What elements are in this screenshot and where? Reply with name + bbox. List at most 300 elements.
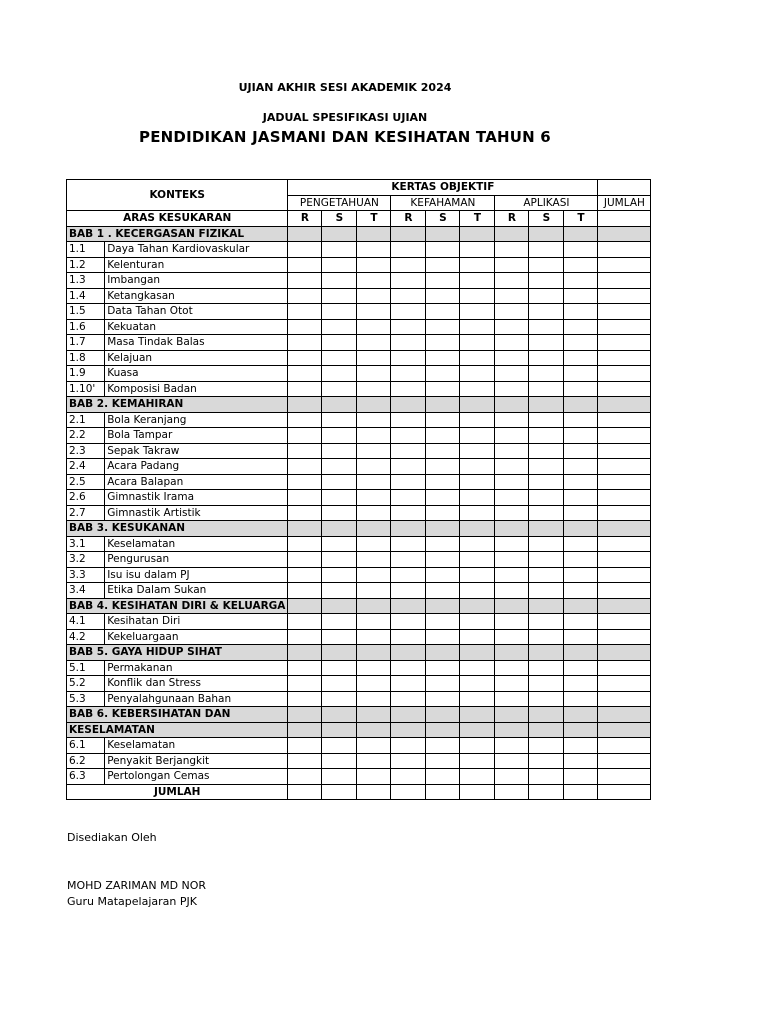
item-number: 1.7: [67, 335, 105, 351]
score-cell: [460, 567, 495, 583]
item-number: 5.3: [67, 691, 105, 707]
score-cell: [529, 583, 564, 599]
score-cell: [357, 676, 391, 692]
score-cell: [564, 381, 598, 397]
item-label: Isu isu dalam PJ: [105, 567, 288, 583]
score-cell: [357, 474, 391, 490]
score-cell: [460, 381, 495, 397]
score-cell: [288, 397, 322, 413]
konteks-header: KONTEKS: [67, 180, 288, 211]
score-cell: [529, 691, 564, 707]
table-row: [67, 614, 651, 630]
score-cell: [288, 226, 322, 242]
score-cell: [288, 412, 322, 428]
item-number: 3.2: [67, 552, 105, 568]
item-label: Imbangan: [105, 273, 288, 289]
score-cell: [357, 753, 391, 769]
spec-title: JADUAL SPESIFIKASI UJIAN: [262, 111, 428, 124]
score-cell: [391, 397, 426, 413]
score-cell: [288, 660, 322, 676]
score-cell: [495, 505, 529, 521]
score-cell: [529, 319, 564, 335]
score-cell: [564, 350, 598, 366]
section-label: BAB 2. KEMAHIRAN: [67, 397, 288, 413]
score-cell: [564, 521, 598, 537]
score-cell: [391, 598, 426, 614]
section-label: BAB 6. KEBERSIHATAN DAN: [67, 707, 288, 723]
score-cell: [357, 505, 391, 521]
jumlah-cell: [598, 428, 651, 444]
item-number: 2.4: [67, 459, 105, 475]
score-cell: [529, 738, 564, 754]
jumlah-header-top: [598, 180, 651, 196]
score-cell: [460, 738, 495, 754]
table-row: [67, 753, 651, 769]
score-cell: [288, 505, 322, 521]
score-cell: [426, 753, 460, 769]
score-cell: [288, 691, 322, 707]
rst-header: S: [322, 211, 357, 227]
score-cell: [495, 769, 529, 785]
score-cell: [322, 428, 357, 444]
score-cell: [426, 691, 460, 707]
score-cell: [288, 753, 322, 769]
item-label: Sepak Takraw: [105, 443, 288, 459]
score-cell: [391, 350, 426, 366]
score-cell: [564, 242, 598, 258]
jumlah-cell: [598, 211, 651, 227]
item-number: 3.4: [67, 583, 105, 599]
score-cell: [322, 459, 357, 475]
score-cell: [564, 366, 598, 382]
score-cell: [529, 629, 564, 645]
score-cell: [357, 629, 391, 645]
score-cell: [426, 552, 460, 568]
score-cell: [322, 707, 357, 723]
item-label: Daya Tahan Kardiovaskular: [105, 242, 288, 258]
score-cell: [391, 428, 426, 444]
score-cell: [357, 366, 391, 382]
score-cell: [426, 412, 460, 428]
score-cell: [460, 784, 495, 800]
score-cell: [564, 335, 598, 351]
score-cell: [426, 660, 460, 676]
score-cell: [288, 567, 322, 583]
score-cell: [564, 676, 598, 692]
score-cell: [426, 459, 460, 475]
score-cell: [495, 645, 529, 661]
jumlah-cell: [598, 738, 651, 754]
score-cell: [460, 660, 495, 676]
jumlah-cell: [598, 397, 651, 413]
item-number: 1.9: [67, 366, 105, 382]
score-cell: [322, 567, 357, 583]
score-cell: [322, 645, 357, 661]
score-cell: [564, 645, 598, 661]
score-cell: [564, 769, 598, 785]
score-cell: [495, 676, 529, 692]
score-cell: [460, 242, 495, 258]
jumlah-cell: [598, 273, 651, 289]
kefahaman-header: KEFAHAMAN: [391, 195, 495, 211]
item-label: Pengurusan: [105, 552, 288, 568]
score-cell: [288, 629, 322, 645]
score-cell: [426, 598, 460, 614]
score-cell: [426, 629, 460, 645]
table-row: [67, 335, 651, 351]
jumlah-cell: [598, 242, 651, 258]
jumlah-cell: [598, 350, 651, 366]
jumlah-cell: [598, 304, 651, 320]
score-cell: [529, 273, 564, 289]
item-label: Kekuatan: [105, 319, 288, 335]
score-cell: [391, 412, 426, 428]
score-cell: [564, 226, 598, 242]
score-cell: [529, 226, 564, 242]
section-row: [67, 707, 651, 723]
score-cell: [391, 552, 426, 568]
score-cell: [460, 614, 495, 630]
score-cell: [460, 645, 495, 661]
score-cell: [564, 598, 598, 614]
score-cell: [529, 536, 564, 552]
jumlah-cell: [598, 769, 651, 785]
score-cell: [357, 381, 391, 397]
score-cell: [529, 676, 564, 692]
score-cell: [564, 288, 598, 304]
score-cell: [322, 660, 357, 676]
score-cell: [357, 583, 391, 599]
jumlah-cell: [598, 536, 651, 552]
score-cell: [357, 660, 391, 676]
item-number: 2.1: [67, 412, 105, 428]
score-cell: [357, 769, 391, 785]
score-cell: [322, 226, 357, 242]
score-cell: [529, 257, 564, 273]
specification-table: [66, 179, 651, 800]
score-cell: [357, 598, 391, 614]
item-number: 1.4: [67, 288, 105, 304]
score-cell: [357, 412, 391, 428]
score-cell: [357, 428, 391, 444]
score-cell: [564, 784, 598, 800]
score-cell: [391, 567, 426, 583]
score-cell: [391, 505, 426, 521]
score-cell: [357, 459, 391, 475]
score-cell: [357, 784, 391, 800]
section-label: BAB 3. KESUKANAN: [67, 521, 288, 537]
score-cell: [357, 273, 391, 289]
score-cell: [495, 583, 529, 599]
rst-header: S: [529, 211, 564, 227]
score-cell: [529, 521, 564, 537]
rst-header: S: [426, 211, 460, 227]
score-cell: [529, 769, 564, 785]
score-cell: [529, 567, 564, 583]
rst-header: T: [564, 211, 598, 227]
score-cell: [495, 536, 529, 552]
score-cell: [322, 443, 357, 459]
score-cell: [460, 257, 495, 273]
score-cell: [357, 614, 391, 630]
table-row: [67, 459, 651, 475]
score-cell: [391, 319, 426, 335]
score-cell: [288, 738, 322, 754]
score-cell: [495, 335, 529, 351]
score-cell: [357, 552, 391, 568]
table-row: [67, 490, 651, 506]
score-cell: [529, 474, 564, 490]
table-row: [67, 738, 651, 754]
item-number: 1.5: [67, 304, 105, 320]
jumlah-cell: [598, 691, 651, 707]
score-cell: [391, 226, 426, 242]
score-cell: [391, 536, 426, 552]
score-cell: [322, 614, 357, 630]
score-cell: [495, 288, 529, 304]
aplikasi-header: APLIKASI: [495, 195, 598, 211]
item-label: Acara Padang: [105, 459, 288, 475]
pengetahuan-header: PENGETAHUAN: [288, 195, 391, 211]
table-row: [67, 273, 651, 289]
score-cell: [495, 567, 529, 583]
table-row: [67, 366, 651, 382]
score-cell: [357, 257, 391, 273]
section-row: [67, 598, 651, 614]
score-cell: [529, 598, 564, 614]
score-cell: [357, 536, 391, 552]
score-cell: [426, 707, 460, 723]
score-cell: [426, 769, 460, 785]
score-cell: [357, 397, 391, 413]
score-cell: [460, 350, 495, 366]
score-cell: [460, 629, 495, 645]
score-cell: [564, 304, 598, 320]
item-label: Bola Tampar: [105, 428, 288, 444]
jumlah-cell: [598, 412, 651, 428]
score-cell: [288, 459, 322, 475]
score-cell: [529, 722, 564, 738]
item-label: Gimnastik Irama: [105, 490, 288, 506]
table-row: [67, 257, 651, 273]
jumlah-cell: [598, 521, 651, 537]
score-cell: [529, 707, 564, 723]
score-cell: [426, 676, 460, 692]
score-cell: [288, 443, 322, 459]
score-cell: [322, 769, 357, 785]
score-cell: [426, 273, 460, 289]
score-cell: [564, 412, 598, 428]
score-cell: [357, 350, 391, 366]
score-cell: [495, 350, 529, 366]
score-cell: [426, 567, 460, 583]
score-cell: [495, 366, 529, 382]
score-cell: [460, 273, 495, 289]
score-cell: [529, 397, 564, 413]
score-cell: [322, 784, 357, 800]
score-cell: [495, 552, 529, 568]
table-row: [67, 319, 651, 335]
item-number: 1.2: [67, 257, 105, 273]
score-cell: [288, 784, 322, 800]
score-cell: [564, 722, 598, 738]
item-number: 1.1: [67, 242, 105, 258]
total-label: JUMLAH: [67, 784, 288, 800]
score-cell: [426, 242, 460, 258]
item-label: Gimnastik Artistik: [105, 505, 288, 521]
score-cell: [288, 536, 322, 552]
item-number: 4.1: [67, 614, 105, 630]
jumlah-cell: [598, 552, 651, 568]
score-cell: [529, 335, 564, 351]
score-cell: [426, 428, 460, 444]
jumlah-cell: [598, 629, 651, 645]
item-label: Kelajuan: [105, 350, 288, 366]
score-cell: [495, 412, 529, 428]
score-cell: [460, 226, 495, 242]
item-number: 3.1: [67, 536, 105, 552]
score-cell: [495, 257, 529, 273]
score-cell: [322, 474, 357, 490]
score-cell: [426, 645, 460, 661]
score-cell: [495, 474, 529, 490]
score-cell: [357, 319, 391, 335]
section-row: [67, 521, 651, 537]
score-cell: [564, 738, 598, 754]
score-cell: [529, 412, 564, 428]
score-cell: [391, 474, 426, 490]
score-cell: [322, 350, 357, 366]
teacher-name: MOHD ZARIMAN MD NOR: [67, 879, 207, 892]
score-cell: [460, 598, 495, 614]
score-cell: [564, 505, 598, 521]
jumlah-cell: [598, 707, 651, 723]
kertas-objektif-header: KERTAS OBJEKTIF: [288, 180, 598, 196]
score-cell: [288, 273, 322, 289]
score-cell: [357, 335, 391, 351]
score-cell: [391, 366, 426, 382]
jumlah-cell: [598, 366, 651, 382]
score-cell: [322, 381, 357, 397]
score-cell: [357, 707, 391, 723]
score-cell: [357, 691, 391, 707]
score-cell: [426, 474, 460, 490]
score-cell: [495, 397, 529, 413]
table-row: [67, 660, 651, 676]
score-cell: [322, 288, 357, 304]
score-cell: [357, 722, 391, 738]
score-cell: [426, 304, 460, 320]
item-label: Kekeluargaan: [105, 629, 288, 645]
score-cell: [288, 335, 322, 351]
score-cell: [495, 784, 529, 800]
jumlah-cell: [598, 676, 651, 692]
table-row: [67, 288, 651, 304]
score-cell: [564, 552, 598, 568]
score-cell: [391, 722, 426, 738]
score-cell: [426, 350, 460, 366]
score-cell: [288, 490, 322, 506]
score-cell: [495, 521, 529, 537]
score-cell: [391, 614, 426, 630]
score-cell: [495, 691, 529, 707]
score-cell: [529, 459, 564, 475]
score-cell: [564, 691, 598, 707]
score-cell: [391, 257, 426, 273]
score-cell: [322, 552, 357, 568]
item-label: Ketangkasan: [105, 288, 288, 304]
item-label: Permakanan: [105, 660, 288, 676]
score-cell: [391, 769, 426, 785]
item-number: 1.3: [67, 273, 105, 289]
table-row: [67, 412, 651, 428]
item-number: 5.1: [67, 660, 105, 676]
jumlah-cell: [598, 660, 651, 676]
score-cell: [322, 257, 357, 273]
item-label: Penyakit Berjangkit: [105, 753, 288, 769]
score-cell: [495, 707, 529, 723]
jumlah-cell: [598, 784, 651, 800]
score-cell: [460, 319, 495, 335]
jumlah-cell: [598, 226, 651, 242]
jumlah-cell: [598, 583, 651, 599]
item-label: Penyalahgunaan Bahan: [105, 691, 288, 707]
score-cell: [357, 490, 391, 506]
jumlah-cell: [598, 614, 651, 630]
item-number: 2.5: [67, 474, 105, 490]
score-cell: [564, 319, 598, 335]
section-label: BAB 5. GAYA HIDUP SIHAT: [67, 645, 288, 661]
score-cell: [460, 722, 495, 738]
score-cell: [391, 459, 426, 475]
score-cell: [322, 304, 357, 320]
score-cell: [322, 676, 357, 692]
section-label: BAB 1 . KECERGASAN FIZIKAL: [67, 226, 288, 242]
score-cell: [357, 567, 391, 583]
score-cell: [288, 257, 322, 273]
score-cell: [564, 257, 598, 273]
rst-header: T: [357, 211, 391, 227]
score-cell: [460, 335, 495, 351]
subject-title: PENDIDIKAN JASMANI DAN KESIHATAN TAHUN 6: [139, 128, 551, 146]
score-cell: [288, 676, 322, 692]
score-cell: [288, 428, 322, 444]
score-cell: [426, 738, 460, 754]
score-cell: [495, 443, 529, 459]
item-label: Komposisi Badan: [105, 381, 288, 397]
score-cell: [495, 273, 529, 289]
score-cell: [391, 521, 426, 537]
score-cell: [564, 583, 598, 599]
item-label: Kesihatan Diri: [105, 614, 288, 630]
item-number: 6.1: [67, 738, 105, 754]
score-cell: [495, 381, 529, 397]
rst-header: R: [495, 211, 529, 227]
section-row: [67, 226, 651, 242]
table-row: [67, 583, 651, 599]
score-cell: [322, 629, 357, 645]
score-cell: [391, 753, 426, 769]
score-cell: [288, 583, 322, 599]
rst-header: R: [391, 211, 426, 227]
score-cell: [322, 366, 357, 382]
score-cell: [322, 583, 357, 599]
score-cell: [426, 226, 460, 242]
item-number: 1.8: [67, 350, 105, 366]
score-cell: [564, 273, 598, 289]
table-row: [67, 350, 651, 366]
score-cell: [357, 521, 391, 537]
